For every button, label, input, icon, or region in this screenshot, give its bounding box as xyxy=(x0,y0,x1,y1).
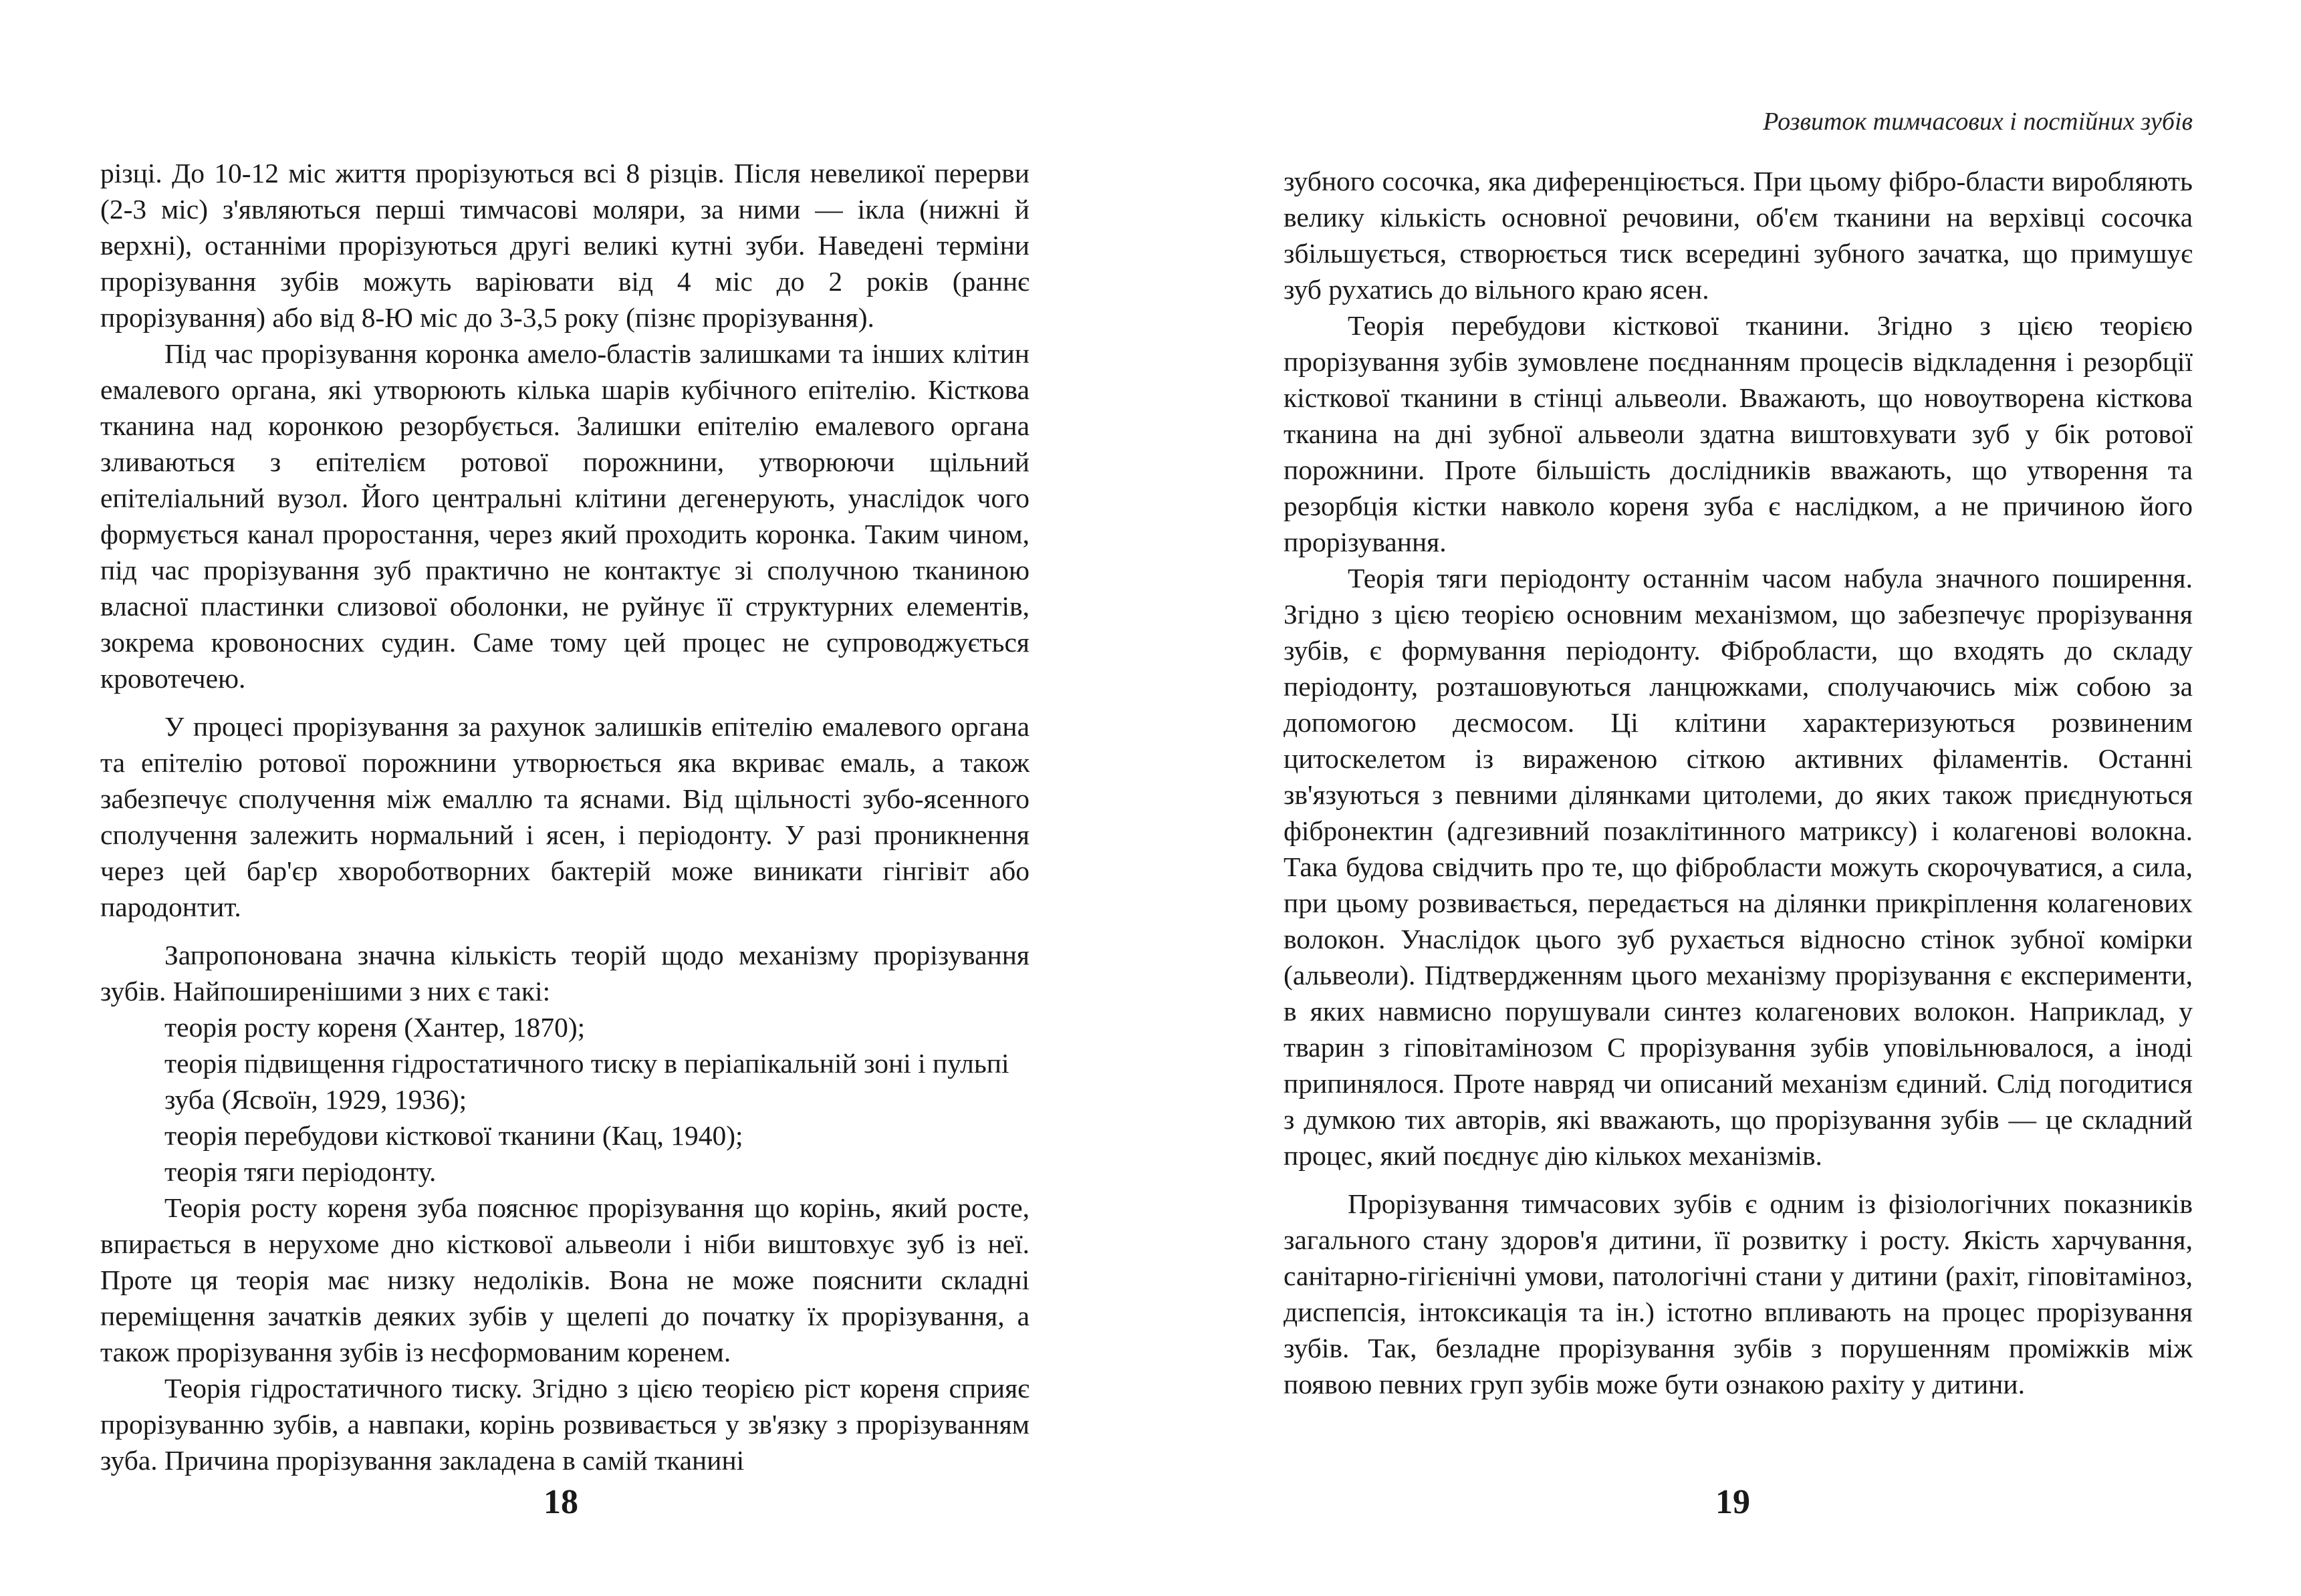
right-page xyxy=(1284,0,2193,1596)
paragraph: У процесі прорізування за рахунок залишків епітелію емалевого органа та епітелію ротової порожнини утворюється яка вкриває емаль, а також забезпечує сполучення між емаллю та яснами. Від щільності зубо-ясенного сполучення залежить нормальний і ясен, і періодонту. У разі проникнення через цей бар'єр хвороботворних бактерій може виникати гінгівіт або пародонтит. xyxy=(100,711,1030,922)
paragraph: Теорія росту кореня зуба пояснює прорізування що корінь, який росте, впирається в нерухоме дно кісткової альвеоли і ніби виштовхує зуб із неї. Проте ця теорія має низку недоліків. Вона не може пояснити складні переміщення зачатків деяких зубів у щелепі до початку їх прорізування, а також прорізування зубів із несформованим коренем. xyxy=(100,1192,1030,1367)
paragraph: Прорізування тимчасових зубів є одним із фізіологічних показників загального стану здоров'я дитини, її розвитку і росту. Якість харчування, санітарно-гігієнічні умови, патологічні стани у дитини (рахіт, гіповітаміноз, диспепсія, інтоксикація та ін.) істотно впливають на процес прорізування зубів. Так, безладне прорізування зубів з порушенням проміжків між появою певних груп зубів може бути ознакою рахіту у дитини. xyxy=(1284,1188,2193,1400)
list-item: теорія тяги періодонту. xyxy=(164,1156,437,1187)
list-item: теорія підвищення гідростатичного тиску в періапікальній зоні і пульпі зуба (Ясвоїн, 1929, 1936); xyxy=(164,1048,1009,1115)
paragraph: Теорія тяги періодонту останнім часом набула значного поширення. Згідно з цією теорією основним механізмом, що забезпечує прорізування зубів, є формування періодонту. Фібробласти, що входять до складу періодонту, розташовуються ланцюжками, сполучаючись між собою за допомогою десмосом. Ці клітини характеризуються розвиненим цитоскелетом із вираженою сіткою активних філаментів. Останні зв'язуються з певними ділянками цитолеми, до яких також приєднуються фібронектин (адгезивний позаклітинного матриксу) і колагенові волокна. Така будова свідчить про те, що фібробласти можуть скорочуватися, а сила, при цьому розвивається, передається на ділянки прикріплення колагенових волокон. Унаслідок цього зуб рухається відносно стінок зубної комірки (альвеоли). Підтвердженням цього механізму прорізування є експерименти, в яких навмисно порушували синтез колагенових волокон. Наприклад, у тварин з гіповітамінозом С прорізування зубів уповільнювалося, а іноді припинялося. Проте навряд чи описаний механізм єдиний. Слід погодитися з думкою тих авторів, які вважають, що прорізування зубів — це складний процес, який поєднує дію кількох механізмів. xyxy=(1284,563,2193,1171)
paragraph: зубного сосочка, яка диференціюється. При цьому фібро-бласти виробляють велику кількість основної речовини, об'єм тканини на верхівці сосочка збільшується, створюється тиск всередині зубного зачатка, що примушує зуб рухатись до вільного краю ясен. xyxy=(1284,166,2193,305)
paragraph: Теорія гідростатичного тиску. Згідно з цією теорією ріст кореня сприяє прорізуванню зубів, а навпаки, корінь розвивається у зв'язку з прорізуванням зуба. Причина прорізування закладена в самій тканині xyxy=(100,1373,1030,1476)
paragraph: різці. До 10-12 міс життя прорізуються всі 8 різців. Після невеликої перерви (2-3 міс) з'являються перші тимчасові моляри, за ними — ікла (нижні й верхні), останніми прорізуються другі великі кутні зуби. Наведені терміни прорізування зубів можуть варіювати від 4 міс до 2 років (раннє прорізування) або від 8-Ю міс до 3-3,5 року (пізнє прорізування). xyxy=(100,158,1030,333)
page-number: 18 xyxy=(543,1483,578,1521)
paragraph: Під час прорізування коронка амело-бластів залишками та інших клітин емалевого органа, які утворюють кілька шарів кубічного епітелію. Кісткова тканина над коронкою резорбується. Залишки епітелію емалевого органа зливаються з епітелієм ротової порожнини, утворюючи щільний епітеліальний вузол. Його центральні клітини дегенерують, унаслідок чого формується канал проростання, через який проходить коронка. Таким чином, під час прорізування зуб практично не контактує зі сполучною тканиною власної пластинки слизової оболонки, не руйнує її структурних елементів, зокрема кровоносних судин. Саме тому цей процес не супроводжується кровотечею. xyxy=(100,338,1030,694)
left-page xyxy=(100,0,1030,1596)
left-page-text xyxy=(100,155,1030,1478)
right-page-text xyxy=(1284,163,2193,1402)
paragraph: Теорія перебудови кісткової тканини. Згідно з цією теорією прорізування зубів зумовлене поєднанням процесів відкладення і резорбції кісткової тканини в стінці альвеоли. Вважають, що новоутворена кісткова тканина на дні зубної альвеоли здатна виштовхувати зуб у бік ротової порожнини. Проте більшість дослідників вважають, що утворення та резорбція кістки навколо кореня зуба є наслідком, а не причиною його прорізування. xyxy=(1284,310,2193,557)
paragraph: Запропонована значна кількість теорій щодо механізму прорізування зубів. Найпоширенішими з них є такі: xyxy=(100,940,1030,1007)
list-item: теорія перебудови кісткової тканини (Кац, 1940); xyxy=(164,1120,743,1151)
list-item: теорія росту кореня (Хантер, 1870); xyxy=(164,1012,586,1043)
running-header: Розвиток тимчасових і постійних зубів xyxy=(1763,108,2193,136)
page-number: 19 xyxy=(1715,1483,1750,1521)
